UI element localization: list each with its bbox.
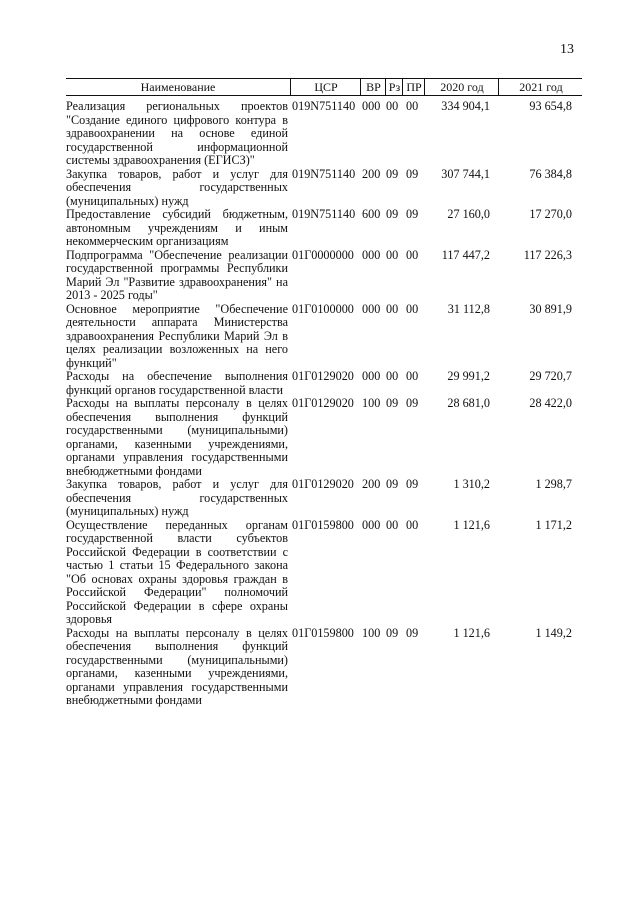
row-2020: 28 681,0 — [447, 396, 490, 410]
row-name: Расходы на обеспечение выполнения функций органов государственной власти — [66, 369, 288, 397]
row-csr: 01Г0129020 — [292, 396, 354, 410]
row-pr: 00 — [406, 301, 419, 316]
row-pr: 09 — [406, 396, 419, 410]
header-name: Наименование — [140, 80, 216, 94]
row-2020: 307 744,1 — [441, 166, 490, 181]
row-vr: 200 — [362, 477, 381, 491]
row-2020: 117 447,2 — [441, 247, 490, 262]
row-rz: 09 — [386, 477, 399, 491]
table-row — [66, 370, 582, 397]
row-rz: 09 — [386, 207, 399, 221]
row-csr: 019N751140 — [292, 207, 356, 221]
row-name: Закупка товаров, работ и услуг для обеспечения государственных (муниципальных) нужд — [66, 166, 288, 208]
row-rz: 09 — [386, 396, 399, 410]
row-rz: 00 — [386, 301, 399, 316]
row-pr: 00 — [406, 369, 419, 383]
table-row — [66, 519, 582, 627]
header-rz: Рз — [385, 79, 403, 95]
row-2021: 28 422,0 — [529, 396, 572, 410]
row-pr: 09 — [406, 207, 419, 221]
table-row — [66, 397, 582, 478]
row-pr: 00 — [406, 517, 419, 532]
row-name: Закупка товаров, работ и услуг для обеспечения государственных (муниципальных) нужд — [66, 477, 288, 518]
table-row — [66, 100, 582, 168]
row-vr: 100 — [362, 625, 381, 640]
row-2021: 30 891,9 — [529, 301, 572, 316]
row-csr: 01Г0000000 — [292, 247, 354, 262]
table-row — [66, 168, 582, 209]
row-2021: 1 298,7 — [535, 477, 572, 491]
row-rz: 00 — [386, 247, 399, 262]
row-2021: 93 654,8 — [529, 99, 572, 113]
row-2020: 29 991,2 — [447, 369, 490, 383]
row-2021: 117 226,3 — [523, 247, 572, 262]
table-row — [66, 627, 582, 708]
row-name: Расходы на выплаты персоналу в целях обеспечения выполнения функций государственными (муниципальными) органами, казенными учреждениями, органами управления государственными внебюджетными фондами — [66, 396, 288, 478]
row-2021: 76 384,8 — [529, 166, 572, 181]
header-vr: ВР — [360, 79, 386, 95]
header-2021: 2021 год — [498, 79, 583, 95]
row-name: Осуществление переданных органам государственной власти субъектов Российской Федерации в соответствии с частью 1 статьи 15 Федерального закона "Об основах охраны здоровья граждан в Российской Федерации" полномочий Российской Федерации в сфере охраны здоровья — [66, 517, 288, 626]
row-rz: 00 — [386, 517, 399, 532]
row-2021: 1 171,2 — [535, 517, 572, 532]
row-name: Предоставление субсидий бюджетным, автономным учреждениям и иным некоммерческим организациям — [66, 207, 288, 248]
row-csr: 01Г0129020 — [292, 477, 354, 491]
row-rz: 09 — [386, 166, 399, 181]
table-row — [66, 303, 582, 371]
table-row — [66, 478, 582, 519]
page-number: 13 — [560, 42, 574, 57]
row-rz: 00 — [386, 99, 399, 113]
row-pr: 09 — [406, 166, 419, 181]
table-header — [66, 78, 582, 96]
row-vr: 000 — [362, 301, 381, 316]
row-pr: 00 — [406, 247, 419, 262]
row-vr: 000 — [362, 517, 381, 532]
row-rz: 09 — [386, 625, 399, 640]
row-csr: 01Г0159800 — [292, 517, 354, 532]
table-body — [66, 100, 582, 708]
row-vr: 000 — [362, 99, 381, 113]
row-rz: 00 — [386, 369, 399, 383]
row-name: Подпрограмма "Обеспечение реализации государственной программы Республики Марий Эл "Развитие здравоохранения" на 2013 - 2025 годы" — [66, 247, 288, 302]
row-pr: 09 — [406, 625, 419, 640]
row-vr: 000 — [362, 247, 381, 262]
row-2021: 29 720,7 — [529, 369, 572, 383]
row-csr: 019N751140 — [292, 166, 356, 181]
row-2020: 334 904,1 — [441, 99, 490, 113]
row-2021: 1 149,2 — [535, 625, 572, 640]
row-csr: 01Г0100000 — [292, 301, 354, 316]
row-vr: 200 — [362, 166, 381, 181]
table-row — [66, 208, 582, 249]
row-csr: 01Г0159800 — [292, 625, 354, 640]
row-2020: 1 310,2 — [453, 477, 490, 491]
row-name: Расходы на выплаты персоналу в целях обеспечения выполнения функций государственными (муниципальными) органами, казенными учреждениями, органами управления государственными внебюджетными фондами — [66, 625, 288, 707]
row-2020: 1 121,6 — [453, 625, 490, 640]
row-pr: 00 — [406, 99, 419, 113]
table-row — [66, 249, 582, 303]
row-csr: 019N751140 — [292, 99, 356, 113]
row-csr: 01Г0129020 — [292, 369, 354, 383]
header-pr: ПР — [402, 79, 425, 95]
row-2020: 31 112,8 — [447, 301, 490, 316]
row-name: Реализация региональных проектов "Создание единого цифрового контура в здравоохранении на основе единой государственной информационной системы здравоохранения (ЕГИСЗ)" — [66, 99, 288, 167]
row-vr: 100 — [362, 396, 381, 410]
row-pr: 09 — [406, 477, 419, 491]
header-csr: ЦСР — [290, 79, 361, 95]
header-2020: 2020 год — [424, 79, 499, 95]
row-2020: 27 160,0 — [447, 207, 490, 221]
row-vr: 600 — [362, 207, 381, 221]
row-2020: 1 121,6 — [453, 517, 490, 532]
row-2021: 17 270,0 — [529, 207, 572, 221]
row-vr: 000 — [362, 369, 381, 383]
row-name: Основное мероприятие "Обеспечение деятельности аппарата Министерства здравоохранения Республики Марий Эл в целях реализации возложенных на него функций" — [66, 301, 288, 370]
